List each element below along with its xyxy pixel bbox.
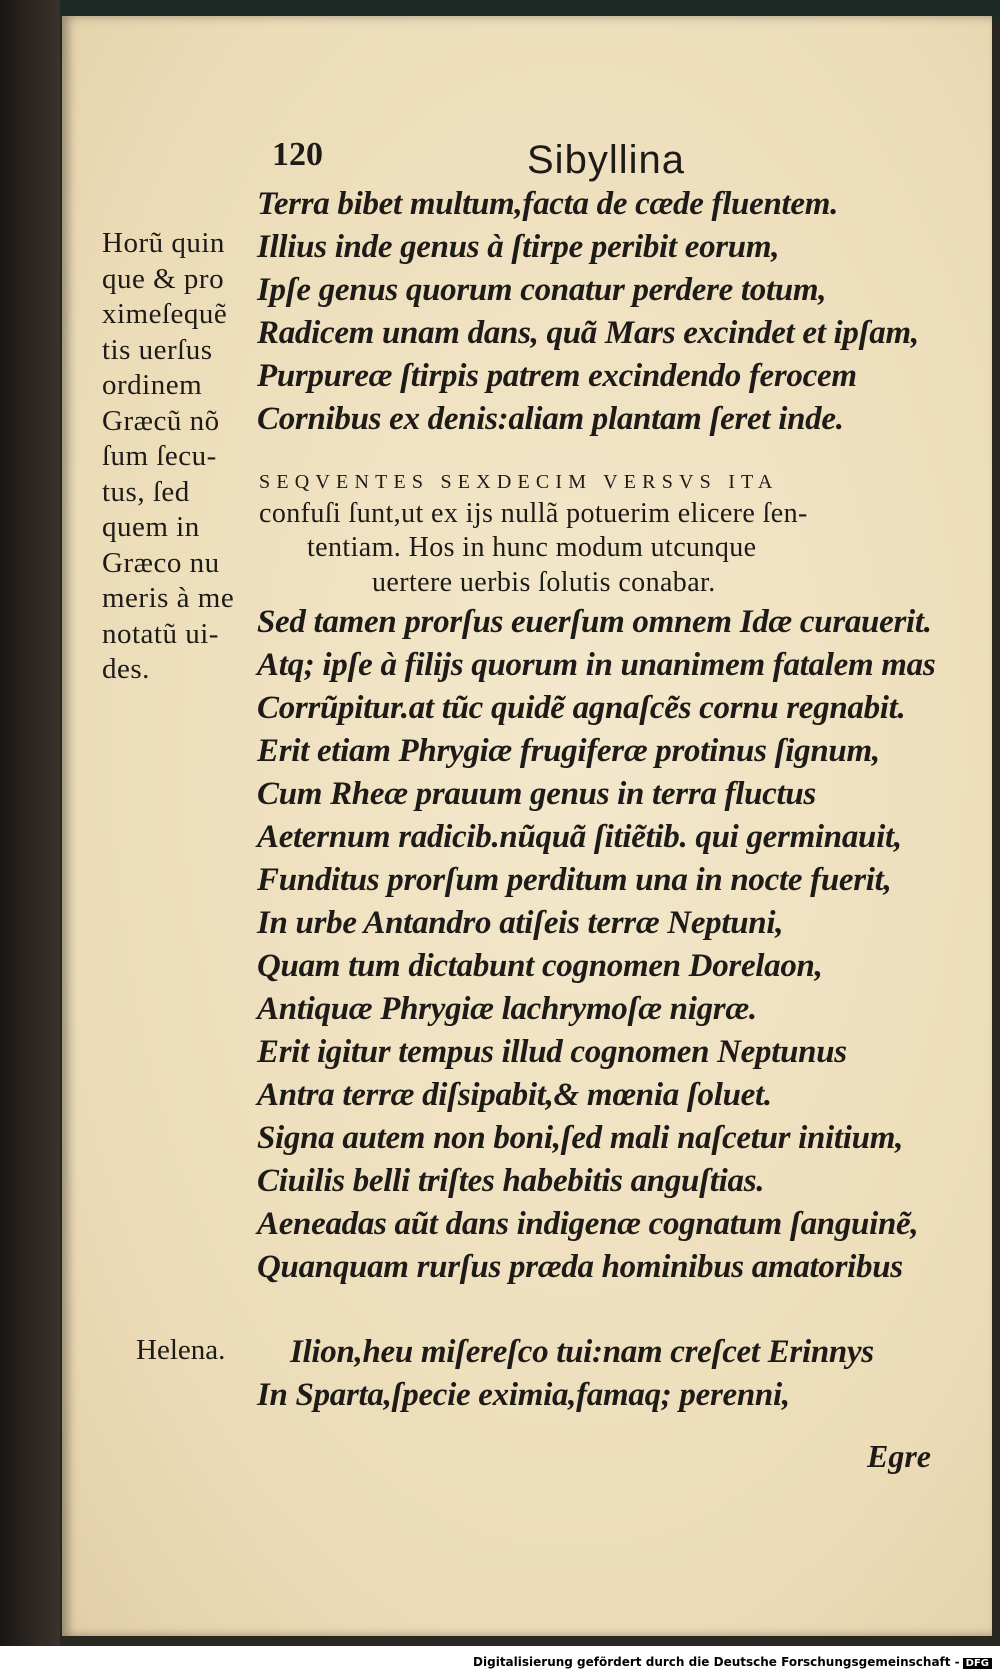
verse-line: Quanquam rurſus præda hominibus amatoribus	[257, 1249, 903, 1285]
verse-line: Antra terræ diſsipabit,& mœnia ſoluet.	[257, 1077, 772, 1113]
footer-credit-text: Digitalisierung gefördert durch die Deutsche Forschungsgemeinschaft -	[473, 1655, 960, 1669]
verse-line: Erit etiam Phrygiæ frugiferæ protinus ſignum,	[257, 733, 880, 769]
catchword: Egre	[867, 1438, 931, 1474]
margin-note-line: des.	[102, 653, 150, 685]
note-line: tentiam. Hos in hunc modum utcunque	[307, 532, 757, 563]
book-page	[62, 16, 992, 1636]
margin-note-line: ximeſequẽ	[102, 298, 228, 330]
margin-note-line: Græco nu	[102, 546, 220, 579]
verse-line: Aeternum radicib.nũquã ſitiẽtib. qui germinauit,	[257, 819, 902, 855]
verse-line: Erit igitur tempus illud cognomen Neptunus	[257, 1034, 847, 1070]
margin-note-line: notatũ ui-	[102, 617, 219, 650]
verse-line: Corrũpitur.at tũc quidẽ agnaſcẽs cornu regnabit.	[257, 690, 906, 726]
running-title: Sibyllina	[527, 138, 685, 182]
verse-line: Purpureæ ſtirpis patrem excindendo ferocem	[257, 358, 857, 394]
margin-note-line: Horũ quin	[102, 227, 225, 259]
verse-line: In Sparta,ſpecie eximia,famaq; perenni,	[257, 1377, 790, 1413]
note-line: uertere uerbis ſolutis conabar.	[372, 567, 716, 598]
margin-note-line: quem in	[102, 511, 200, 543]
verse-line: Aeneadas aũt dans indigenæ cognatum ſanguinẽ,	[257, 1206, 919, 1242]
margin-note-line: Græcũ nõ	[102, 404, 220, 437]
verse-line: In urbe Antandro atiſeis terræ Neptuni,	[257, 905, 784, 941]
verse-line: Antiquæ Phrygiæ lachrymoſæ nigræ.	[257, 991, 757, 1027]
verse-line: Radicem unam dans, quã Mars excindet et ipſam,	[257, 315, 919, 351]
margin-note-line: que & pro	[102, 262, 225, 295]
digitization-footer	[0, 1646, 1000, 1674]
note-line: confuſi ſunt,ut ex ijs nullã potuerim elicere ſen-	[259, 498, 808, 529]
margin-note-helena: Helena.	[136, 1334, 226, 1366]
margin-note	[102, 226, 252, 688]
margin-note-line: ſum ſecu-	[102, 440, 217, 472]
dfg-logo: DFG	[963, 1658, 992, 1669]
verse-line: Ilion,heu miſereſco tui:nam creſcet Erinnys	[290, 1334, 874, 1370]
verse-line: Cum Rheæ prauum genus in terra fluctus	[257, 776, 816, 812]
verse-line: Quam tum dictabunt cognomen Dorelaon,	[257, 948, 823, 984]
margin-note-line: tis uerſus	[102, 333, 213, 366]
margin-note-line: meris à me	[102, 582, 235, 614]
margin-note-line: tus, ſed	[102, 475, 190, 508]
verse-line: Sed tamen prorſus euerſum omnem Idæ curauerit.	[257, 604, 932, 640]
verse-line: Ciuilis belli triſtes habebitis anguſtias.	[257, 1163, 765, 1199]
verse-line: Signa autem non boni,ſed mali naſcetur initium,	[257, 1120, 904, 1156]
verse-line: Ipſe genus quorum conatur perdere totum,	[257, 272, 827, 308]
margin-note-line: ordinem	[102, 369, 203, 401]
verse-line: Terra bibet multum,facta de cæde fluentem.	[257, 186, 839, 222]
verse-line: Cornibus ex denis:aliam plantam ſeret inde.	[257, 401, 844, 437]
note-heading-caps: SEQVENTES SEXDECIM VERSVS ITA	[259, 471, 779, 493]
verse-line: Atq; ipſe à filijs quorum in unanimem fatalem mas	[257, 647, 936, 683]
verse-line: Illius inde genus à ſtirpe peribit eorum,	[257, 229, 780, 265]
footer-credit	[473, 1655, 992, 1669]
page-number: 120	[272, 136, 323, 173]
verse-line: Funditus prorſum perditum una in nocte fuerit,	[257, 862, 892, 898]
book-binding-edge	[0, 0, 60, 1674]
